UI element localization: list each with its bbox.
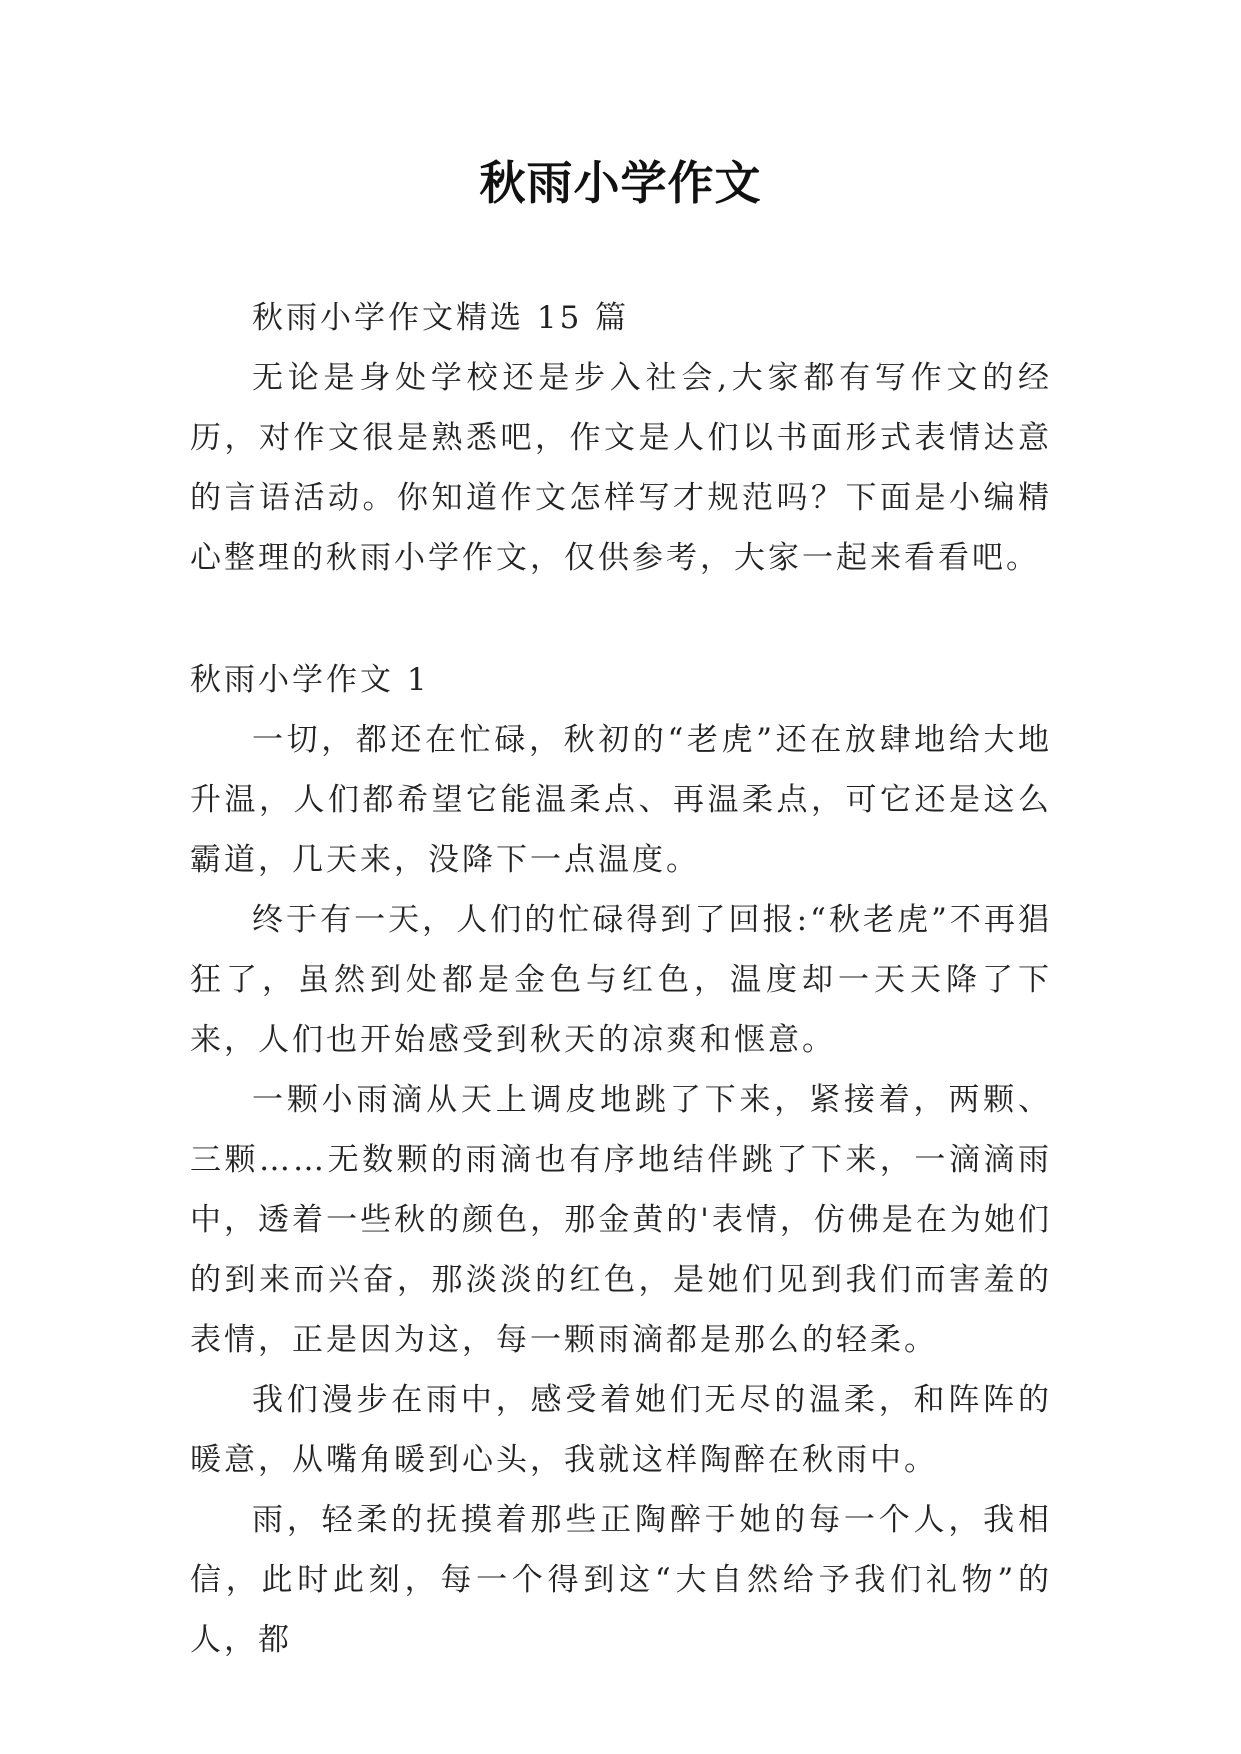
document-title: 秋雨小学作文 <box>479 156 762 210</box>
document-body <box>190 288 1052 1670</box>
section-spacer <box>190 588 1052 650</box>
body-paragraph: 一切，都还在忙碌，秋初的“老虎”还在放肆地给大地升温，人们都希望它能温柔点、再温柔点，可它还是这么霸道，几天来，没降下一点温度。 <box>190 722 1052 878</box>
body-paragraph: 雨，轻柔的抚摸着那些正陶醉于她的每一个人，我相信，此时此刻，每一个得到这“大自然给予我们礼物”的人，都 <box>190 1502 1052 1658</box>
body-paragraph: 我们漫步在雨中，感受着她们无尽的温柔，和阵阵的暖意，从嘴角暖到心头，我就这样陶醉在秋雨中。 <box>190 1382 1052 1478</box>
body-paragraph: 终于有一天，人们的忙碌得到了回报:“秋老虎”不再猖狂了，虽然到处都是金色与红色，温度却一天天降了下来，人们也开始感受到秋天的凉爽和惬意。 <box>190 902 1052 1058</box>
intro-paragraph: 无论是身处学校还是步入社会,大家都有写作文的经历，对作文很是熟悉吧，作文是人们以书面形式表情达意的言语活动。你知道作文怎样写才规范吗？下面是小编精心整理的秋雨小学作文，仅供参考，大家一起来看看吧。 <box>190 360 1052 576</box>
body-paragraph: 一颗小雨滴从天上调皮地跳了下来，紧接着，两颗、三颗……无数颗的雨滴也有序地结伴跳了下来，一滴滴雨中，透着一些秋的颜色，那金黄的'表情，仿佛是在为她们的到来而兴奋，那淡淡的红色，是她们见到我们而害羞的表情，正是因为这，每一颗雨滴都是那么的轻柔。 <box>190 1082 1052 1358</box>
document-subtitle: 秋雨小学作文精选 15 篇 <box>252 300 630 336</box>
section-heading: 秋雨小学作文 1 <box>190 662 430 698</box>
